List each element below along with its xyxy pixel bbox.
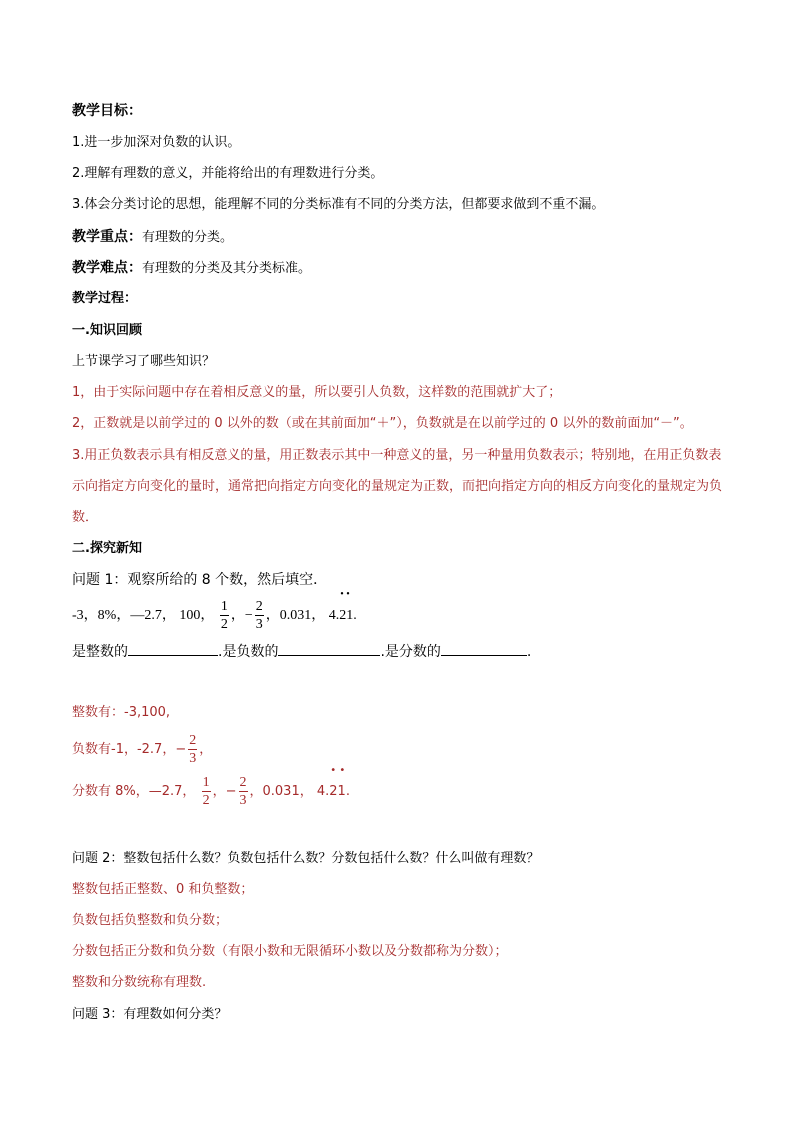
numbers-end: . (353, 608, 357, 623)
repeating-digits: 21 (329, 784, 346, 799)
repeating-digits: 21 (339, 608, 354, 623)
numbers-separator: ， (230, 608, 245, 623)
blank-fractions[interactable] (441, 641, 527, 656)
answer-negatives-end: ， (199, 742, 213, 757)
focus-text: 有理数的分类。 (142, 230, 234, 245)
repeating-dots: • • (340, 589, 350, 600)
numbers-part-2: ，0.031， 4. (265, 608, 340, 623)
review-point-3: 3.用正负数表示具有相反意义的量，用正数表示其中一种意义的量，另一种量用负数表示；特别地，在用正负数表示向指定方向变化的量时，通常把向指定方向变化的量规定为正数，而把向指定方向的相反方向变化的量规定为负数． (72, 448, 723, 525)
blank-negatives[interactable] (278, 641, 380, 656)
problem-1: 问题 1：观察所给的 8 个数，然后填空． (72, 572, 328, 588)
answer-negatives-prefix: 负数有-1，-2.7， (72, 742, 176, 757)
fraction-one-half (202, 774, 211, 809)
minus-sign: − (244, 608, 253, 623)
fill-text-negatives: .是负数的 (218, 644, 279, 660)
fraction-denominator: 3 (189, 751, 197, 766)
answer-fractions-mid: ，0.031， 4. (249, 784, 330, 799)
fraction-two-thirds (255, 598, 264, 633)
fill-text-fractions: .是分数的 (380, 644, 441, 660)
answer-fractions-separator: ， (212, 784, 226, 799)
difficulty-text: 有理数的分类及其分类标准。 (142, 261, 312, 276)
focus-label: 教学重点： (72, 229, 142, 245)
fraction-numerator: 2 (239, 775, 247, 790)
repeating-decimal (329, 765, 346, 812)
answer-fractions-prefix: 分数有 8%，—2.7， (72, 784, 196, 799)
teaching-focus (72, 228, 233, 247)
blank-integers[interactable] (128, 641, 218, 656)
problem-2-answer-3: 分数包括正分数和负分数（有限小数和无限循环小数以及分数都称为分数）； (72, 944, 508, 959)
fraction-two-thirds (239, 774, 248, 809)
minus-sign: − (225, 784, 237, 799)
fraction-denominator: 2 (220, 617, 228, 633)
problem-2-answer-2: 负数包括负整数和负分数； (72, 913, 229, 928)
problem-2: 问题 2：整数包括什么数？负数包括什么数？分数包括什么数？什么叫做有理数？ (72, 851, 540, 866)
minus-sign: − (175, 742, 187, 757)
problem-3: 问题 3：有理数如何分类？ (72, 1007, 228, 1022)
fill-in-blanks (72, 641, 531, 661)
review-point-1: 1，由于实际问题中存在着相反意义的量，所以要引人负数，这样数的范围就扩大了； (72, 385, 562, 400)
fraction-denominator: 3 (255, 617, 263, 633)
review-question: 上节课学习了哪些知识？ (72, 354, 216, 369)
answer-fractions-end: . (345, 784, 350, 799)
fraction-denominator: 2 (202, 793, 210, 808)
fraction-one-half (220, 598, 229, 633)
fraction-denominator: 3 (239, 793, 247, 808)
fill-end: . (526, 644, 532, 660)
goal-2: 2.理解有理数的意义，并能将给出的有理数进行分类。 (72, 166, 384, 181)
answer-fractions (72, 765, 350, 812)
answer-integers: 整数有：-3,100, (72, 705, 171, 720)
fill-text-integers: 是整数的 (72, 644, 128, 660)
goal-3: 3.体会分类讨论的思想，能理解不同的分类标准有不同的分类方法，但都要求做到不重不漏。 (72, 197, 605, 212)
fraction-two-thirds (188, 732, 197, 767)
numbers-part-1: -3，8%，—2.7， 100， (72, 608, 215, 623)
fraction-numerator: 2 (255, 599, 263, 615)
repeating-dots: • • (330, 765, 346, 776)
difficulty-label: 教学难点： (72, 260, 142, 276)
goal-1: 1.进一步加深对负数的认识。 (72, 135, 241, 150)
review-point-2: 2，正数就是以前学过的 0 以外的数（或在其前面加“＋”），负数就是在以前学过的 0 以外的数前面加“－”。 (72, 416, 693, 431)
fraction-numerator: 1 (220, 599, 228, 615)
number-list (72, 589, 357, 636)
section-explore-new: 二.探究新知 (72, 541, 142, 556)
problem-2-answer-1: 整数包括正整数、0 和负整数； (72, 882, 254, 897)
teaching-difficulty (72, 259, 311, 278)
repeating-decimal (339, 589, 354, 636)
fraction-numerator: 2 (189, 733, 197, 748)
fraction-numerator: 1 (202, 775, 210, 790)
problem-2-answer-4: 整数和分数统称有理数. (72, 975, 207, 990)
heading-teaching-process: 教学过程： (72, 291, 138, 306)
heading-teaching-goals: 教学目标： (72, 103, 142, 119)
answer-negatives (72, 730, 212, 770)
section-knowledge-review: 一.知识回顾 (72, 323, 142, 338)
